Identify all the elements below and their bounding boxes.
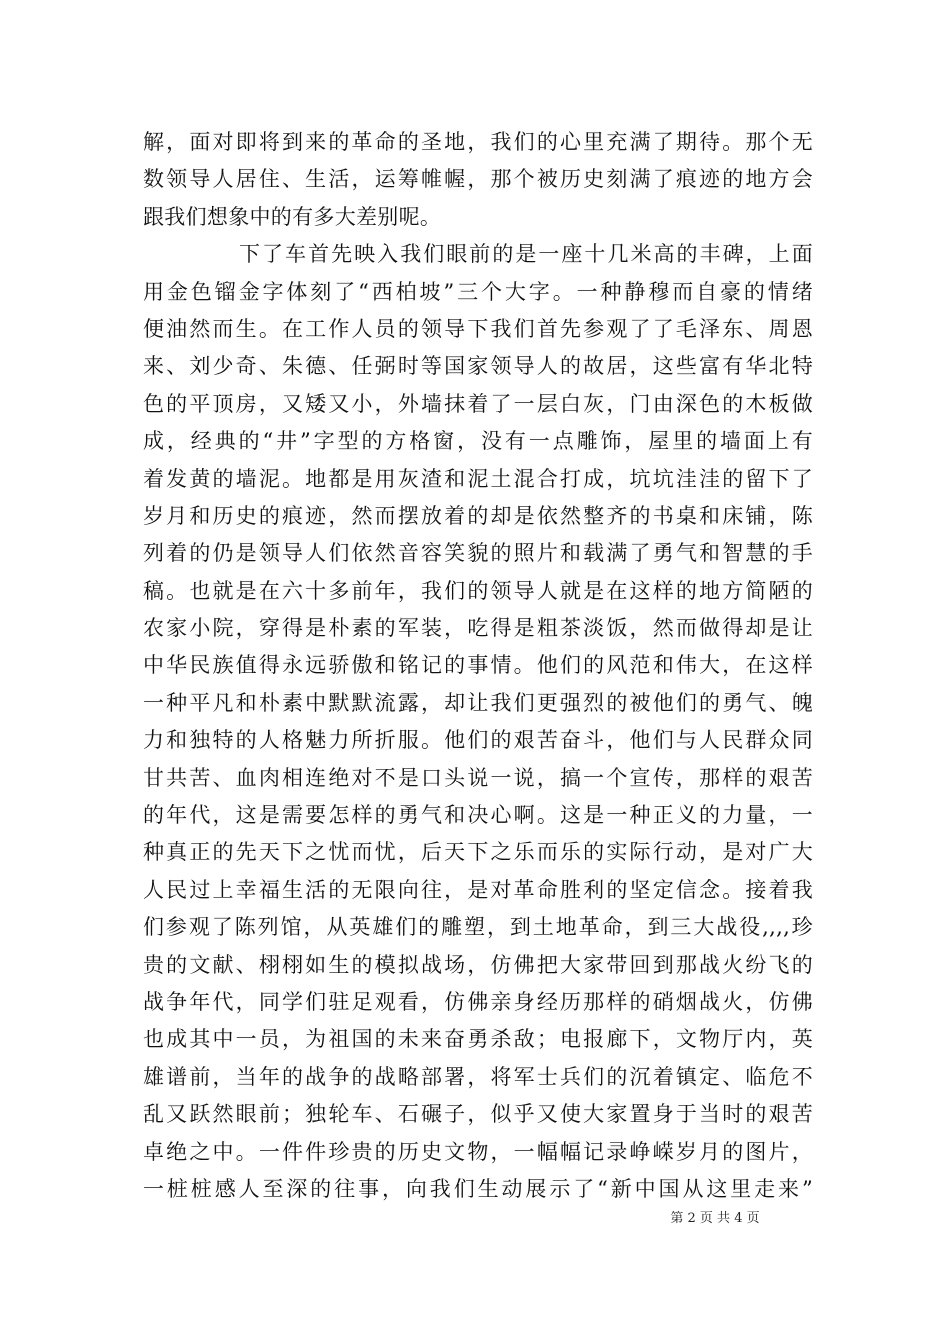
text-line: 一种平凡和朴素中默默流露，却让我们更强烈的被他们的勇气、魄 bbox=[143, 690, 813, 715]
text-line: 力和独特的人格魅力所折服。他们的艰苦奋斗，他们与人民群众同 bbox=[143, 728, 813, 753]
text-line: 乱又跃然眼前；独轮车、石碾子，似乎又使大家置身于当时的艰苦 bbox=[143, 1102, 813, 1127]
text-line: 解，面对即将到来的革命的圣地，我们的心里充满了期待。那个无 bbox=[143, 130, 813, 154]
text-line: 跟我们想象中的有多大差别呢。 bbox=[143, 204, 442, 229]
text-line: 人民过上幸福生活的无限向往，是对革命胜利的坚定信念。接着我 bbox=[143, 877, 813, 902]
text-line: 贵的文献、栩栩如生的模拟战场，仿佛把大家带回到那战火纷飞的 bbox=[143, 952, 813, 977]
text-line: 雄谱前，当年的战争的战略部署，将军士兵们的沉着镇定、临危不 bbox=[143, 1064, 813, 1089]
text-line: 一桩桩感人至深的往事，向我们生动展示了“新中国从这里走来” bbox=[143, 1176, 813, 1201]
text-line: 用金色镏金字体刻了“西柏坡”三个大字。一种静穆而自豪的情绪 bbox=[143, 279, 813, 304]
text-line: 色的平顶房，又矮又小，外墙抹着了一层白灰，门由深色的木板做 bbox=[143, 391, 813, 416]
text-line: 下了车首先映入我们眼前的是一座十几米高的丰碑，上面 bbox=[239, 242, 813, 267]
text-line: 的年代，这是需要怎样的勇气和决心啊。这是一种正义的力量，一 bbox=[143, 803, 813, 828]
text-line: 中华民族值得永远骄傲和铭记的事情。他们的风范和伟大，在这样 bbox=[143, 653, 813, 678]
text-line: 也成其中一员，为祖国的未来奋勇杀敌；电报廊下，文物厅内，英 bbox=[143, 1027, 813, 1052]
text-line: 甘共苦、血肉相连绝对不是口头说一说，搞一个宣传，那样的艰苦 bbox=[143, 765, 813, 790]
text-line: 数领导人居住、生活，运筹帷幄，那个被历史刻满了痕迹的地方会 bbox=[143, 167, 813, 192]
text-line: 种真正的先天下之忧而忧，后天下之乐而乐的实际行动，是对广大 bbox=[143, 840, 813, 865]
page-footer bbox=[0, 1207, 950, 1226]
body-text bbox=[143, 124, 813, 1208]
text-line: 来、刘少奇、朱德、任弼时等国家领导人的故居，这些富有华北特 bbox=[143, 354, 813, 379]
text-line: 农家小院，穿得是朴素的军装，吃得是粗茶淡饭，然而做得却是让 bbox=[143, 616, 813, 641]
text-line: 卓绝之中。一件件珍贵的历史文物，一幅幅记录峥嵘岁月的图片， bbox=[143, 1139, 813, 1164]
text-line: 战争年代，同学们驻足观看，仿佛亲身经历那样的硝烟战火，仿佛 bbox=[143, 989, 813, 1014]
text-line: 岁月和历史的痕迹，然而摆放着的却是依然整齐的书桌和床铺，陈 bbox=[143, 503, 813, 528]
text-line: 稿。也就是在六十多前年，我们的领导人就是在这样的地方简陋的 bbox=[143, 578, 813, 603]
text-line: 们参观了陈列馆，从英雄们的雕塑，到土地革命，到三大战役,,,,珍 bbox=[143, 915, 813, 940]
text-line: 着发黄的墙泥。地都是用灰渣和泥土混合打成，坑坑洼洼的留下了 bbox=[143, 466, 813, 491]
paragraph-2 bbox=[143, 236, 813, 1208]
text-line: 列着的仍是领导人们依然音容笑貌的照片和载满了勇气和智慧的手 bbox=[143, 541, 813, 566]
paragraph-1 bbox=[143, 124, 813, 236]
text-line: 成，经典的“井”字型的方格窗，没有一点雕饰，屋里的墙面上有 bbox=[143, 429, 813, 454]
text-line: 便油然而生。在工作人员的领导下我们首先参观了了毛泽东、周恩 bbox=[143, 316, 813, 341]
page-number: 第 2 页 共 4 页 bbox=[670, 1211, 760, 1226]
